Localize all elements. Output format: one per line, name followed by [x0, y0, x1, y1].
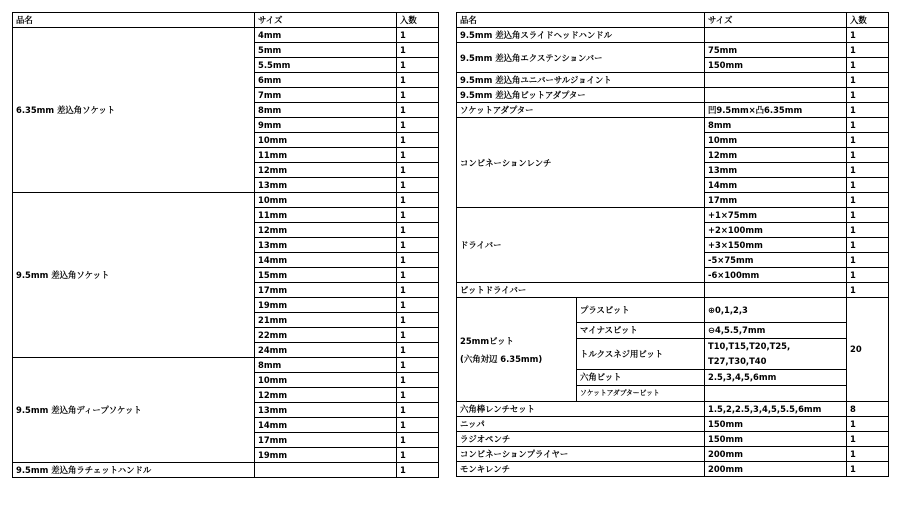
bit-type: マイナスビット: [577, 323, 705, 339]
qty-cell: 1: [397, 103, 439, 118]
size-cell: 6mm: [255, 73, 397, 88]
qty-cell: 1: [397, 298, 439, 313]
qty-cell: 1: [397, 433, 439, 448]
qty-cell: 20: [847, 298, 889, 402]
header-qty: 入数: [847, 13, 889, 28]
size-cell: +2×100mm: [705, 223, 847, 238]
table-row: [13, 28, 439, 43]
table-header-row: [13, 13, 439, 28]
size-cell: 75mm: [705, 43, 847, 58]
qty-cell: 1: [397, 358, 439, 373]
table-row: [13, 193, 439, 208]
size-cell: 8mm: [255, 358, 397, 373]
size-cell: 17mm: [255, 283, 397, 298]
size-cell: 8mm: [255, 103, 397, 118]
table-header-row: [457, 13, 889, 28]
qty-cell: 1: [847, 253, 889, 268]
qty-cell: 1: [397, 88, 439, 103]
size-cell: -6×100mm: [705, 268, 847, 283]
size-cell: 13mm: [255, 178, 397, 193]
qty-cell: 1: [397, 283, 439, 298]
size-cell: 14mm: [705, 178, 847, 193]
qty-cell: 1: [847, 223, 889, 238]
table-row: [457, 402, 889, 417]
qty-cell: 1: [397, 373, 439, 388]
qty-cell: 1: [397, 193, 439, 208]
size-cell: 10mm: [705, 133, 847, 148]
item-name: 9.5mm 差込角ディープソケット: [13, 358, 255, 463]
size-cell: 200mm: [705, 447, 847, 462]
qty-cell: 1: [397, 133, 439, 148]
size-cell: 10mm: [255, 133, 397, 148]
size-cell: 10mm: [255, 193, 397, 208]
table-row: [457, 298, 889, 323]
left-parts-table: [12, 12, 439, 478]
item-name: ドライバー: [457, 208, 705, 283]
table-row: [457, 43, 889, 58]
size-cell: 150mm: [705, 417, 847, 432]
size-cell: 17mm: [705, 193, 847, 208]
bit-type: ソケットアダプタービット: [577, 386, 705, 402]
table-row: [457, 88, 889, 103]
size-cell: 150mm: [705, 432, 847, 447]
header-qty: 入数: [397, 13, 439, 28]
size-cell: 4mm: [255, 28, 397, 43]
header-name: 品名: [457, 13, 705, 28]
bits-name-line2: (六角対辺 6.35mm): [460, 353, 543, 364]
qty-cell: 1: [397, 148, 439, 163]
bits-name-line1: 25mmビット: [460, 335, 514, 346]
item-name: 9.5mm 差込角エクステンションバー: [457, 43, 705, 73]
size-cell: ⊖4,5.5,7mm: [705, 323, 847, 339]
item-name: 9.5mm 差込角ユニバーサルジョイント: [457, 73, 705, 88]
size-cell: 14mm: [255, 253, 397, 268]
size-cell: 22mm: [255, 328, 397, 343]
size-cell: [255, 463, 397, 478]
size-cell: 13mm: [255, 403, 397, 418]
table-row: [457, 462, 889, 477]
table-row: [457, 208, 889, 223]
qty-cell: 1: [847, 268, 889, 283]
qty-cell: 1: [847, 43, 889, 58]
table-row: [13, 358, 439, 373]
size-cell: [705, 88, 847, 103]
qty-cell: 1: [397, 268, 439, 283]
size-cell: 1.5,2,2.5,3,4,5,5.5,6mm: [705, 402, 847, 417]
qty-cell: 1: [397, 418, 439, 433]
qty-cell: 1: [847, 238, 889, 253]
table-row: [457, 447, 889, 462]
item-name: モンキレンチ: [457, 462, 705, 477]
item-name: 9.5mm 差込角ラチェットハンドル: [13, 463, 255, 478]
size-cell: 150mm: [705, 58, 847, 73]
table-row: [457, 432, 889, 447]
qty-cell: 1: [397, 73, 439, 88]
bit-type: トルクスネジ用ビット: [577, 339, 705, 370]
size-cell: 5.5mm: [255, 58, 397, 73]
item-name: 六角棒レンチセット: [457, 402, 705, 417]
size-cell: +1×75mm: [705, 208, 847, 223]
qty-cell: 1: [847, 417, 889, 432]
qty-cell: 1: [847, 178, 889, 193]
size-cell: 12mm: [255, 223, 397, 238]
size-cell: 13mm: [255, 238, 397, 253]
size-cell: 19mm: [255, 298, 397, 313]
size-cell: [705, 283, 847, 298]
qty-cell: 1: [397, 313, 439, 328]
table-row: [457, 417, 889, 432]
qty-cell: 1: [847, 148, 889, 163]
table-row: [457, 103, 889, 118]
item-name: ニッパ: [457, 417, 705, 432]
size-cell: 11mm: [255, 208, 397, 223]
qty-cell: 1: [847, 283, 889, 298]
size-cell: +3×150mm: [705, 238, 847, 253]
qty-cell: 1: [847, 28, 889, 43]
size-cell: [705, 386, 847, 402]
qty-cell: 1: [847, 447, 889, 462]
size-cell: 21mm: [255, 313, 397, 328]
size-cell: 13mm: [705, 163, 847, 178]
item-name: コンビネーションレンチ: [457, 118, 705, 208]
size-cell: 10mm: [255, 373, 397, 388]
item-name: 9.5mm 差込角ソケット: [13, 193, 255, 358]
bit-type: 六角ビット: [577, 370, 705, 386]
item-name: 9.5mm 差込角ビットアダプター: [457, 88, 705, 103]
size-cell: ⊕0,1,2,3: [705, 298, 847, 323]
size-cell: T27,T30,T40: [705, 354, 847, 370]
qty-cell: 1: [397, 463, 439, 478]
qty-cell: 1: [397, 43, 439, 58]
qty-cell: 1: [397, 223, 439, 238]
bit-type: プラスビット: [577, 298, 705, 323]
size-cell: 12mm: [255, 388, 397, 403]
item-name: ラジオペンチ: [457, 432, 705, 447]
qty-cell: 1: [397, 118, 439, 133]
table-row: [457, 283, 889, 298]
size-cell: -5×75mm: [705, 253, 847, 268]
qty-cell: 1: [847, 193, 889, 208]
qty-cell: 1: [397, 343, 439, 358]
size-cell: 24mm: [255, 343, 397, 358]
qty-cell: 1: [397, 328, 439, 343]
size-cell: 2.5,3,4,5,6mm: [705, 370, 847, 386]
qty-cell: 1: [847, 163, 889, 178]
qty-cell: 1: [397, 403, 439, 418]
table-row: [457, 73, 889, 88]
qty-cell: 1: [397, 58, 439, 73]
qty-cell: 1: [397, 238, 439, 253]
qty-cell: 1: [397, 388, 439, 403]
size-cell: [705, 73, 847, 88]
size-cell: 7mm: [255, 88, 397, 103]
qty-cell: 1: [847, 73, 889, 88]
header-name: 品名: [13, 13, 255, 28]
qty-cell: 1: [847, 58, 889, 73]
size-cell: 19mm: [255, 448, 397, 463]
item-name: 9.5mm 差込角スライドヘッドハンドル: [457, 28, 705, 43]
size-cell: 8mm: [705, 118, 847, 133]
size-cell: [705, 28, 847, 43]
size-cell: 11mm: [255, 148, 397, 163]
table-row: [457, 28, 889, 43]
size-cell: 12mm: [705, 148, 847, 163]
table-row: [13, 463, 439, 478]
qty-cell: 1: [847, 118, 889, 133]
size-cell: 15mm: [255, 268, 397, 283]
qty-cell: 1: [397, 28, 439, 43]
size-cell: 17mm: [255, 433, 397, 448]
header-size: サイズ: [255, 13, 397, 28]
qty-cell: 1: [847, 462, 889, 477]
size-cell: 12mm: [255, 163, 397, 178]
qty-cell: 1: [847, 88, 889, 103]
qty-cell: 1: [397, 163, 439, 178]
qty-cell: 8: [847, 402, 889, 417]
qty-cell: 1: [847, 208, 889, 223]
size-cell: 5mm: [255, 43, 397, 58]
qty-cell: 1: [397, 448, 439, 463]
qty-cell: 1: [847, 133, 889, 148]
size-cell: T10,T15,T20,T25,: [705, 339, 847, 355]
size-cell: 凹9.5mm×凸6.35mm: [705, 103, 847, 118]
qty-cell: 1: [397, 253, 439, 268]
bits-name: [457, 298, 577, 402]
size-cell: 200mm: [705, 462, 847, 477]
qty-cell: 1: [397, 178, 439, 193]
right-parts-table: [456, 12, 889, 477]
item-name: ビットドライバー: [457, 283, 705, 298]
table-row: [457, 118, 889, 133]
item-name: ソケットアダプター: [457, 103, 705, 118]
qty-cell: 1: [397, 208, 439, 223]
item-name: 6.35mm 差込角ソケット: [13, 28, 255, 193]
header-size: サイズ: [705, 13, 847, 28]
qty-cell: 1: [847, 432, 889, 447]
qty-cell: 1: [847, 103, 889, 118]
item-name: コンビネーションプライヤー: [457, 447, 705, 462]
size-cell: 14mm: [255, 418, 397, 433]
size-cell: 9mm: [255, 118, 397, 133]
